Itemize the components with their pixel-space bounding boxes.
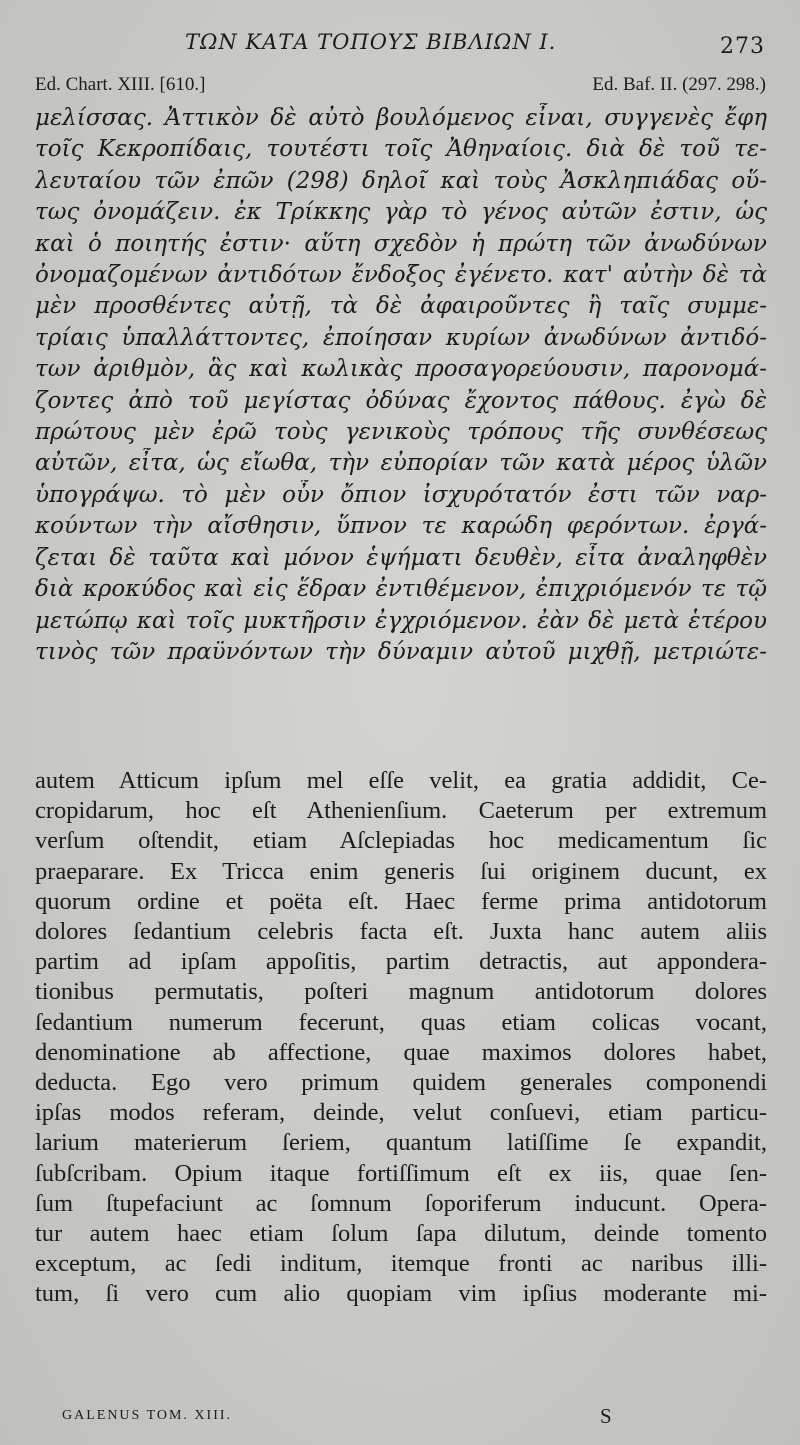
greek-text-line: πρώτους μὲν ἐρῶ τοὺς γενικοὺς τρόπους τῆς συνθέσεως — [35, 419, 767, 446]
greek-text-line: μελίσσας. Ἀττικὸν δὲ αὐτὸ βουλόμενος εἶναι, συγγενὲς ἔφη — [35, 105, 767, 131]
latin-text-line: deducta. Ego vero primum quidem generales componendi — [35, 1069, 767, 1097]
latin-text-line: autem Atticum ipſum mel eſſe velit, ea gratia addidit, Ce- — [35, 767, 767, 794]
latin-text-line: dolores ſedantium celebris facta eſt. Juxta hanc autem aliis — [35, 918, 767, 946]
greek-text-line: τινὸς τῶν πραϋνόντων τὴν δύναμιν αὐτοῦ μιχθῇ, μετριώτε- — [35, 638, 767, 665]
edition-chart-reference: Ed. Chart. XIII. [610.] — [35, 74, 206, 95]
latin-text-line: tum, ſi vero cum alio quopiam vim ipſius moderante mi- — [35, 1280, 767, 1308]
greek-text-line: μετώπῳ καὶ τοῖς μυκτῆρσιν ἐγχριόμενον. ἐὰν δὲ μετὰ ἑτέρου — [35, 607, 767, 634]
latin-text-line: larium materierum ſeriem, quantum latiſſime ſe expandit, — [35, 1129, 767, 1157]
latin-text-line: cropidarum, hoc eſt Athenienſium. Caeterum per extremum — [35, 797, 767, 825]
greek-text-line: μὲν προσθέντες αὐτῇ, τὰ δὲ ἀφαιροῦντες ἢ ταῖς συμμε- — [35, 293, 767, 320]
edition-references — [35, 74, 766, 96]
latin-text-line: tionibus permutatis, poſteri magnum antidotorum dolores — [35, 978, 767, 1006]
greek-text-line: ὑπογράψω. τὸ μὲν οὖν ὄπιον ἰσχυρότατόν ἐστι τῶν ναρ- — [35, 481, 767, 508]
greek-text-line: τως ὀνομάζειν. ἐκ Τρίκκης γὰρ τὸ γένος αὐτῶν ἐστιν, ὡς — [35, 199, 767, 226]
latin-text-line: ſubſcribam. Opium itaque fortiſſimum eſt ex iis, quae ſen- — [35, 1159, 767, 1187]
page-number: 273 — [720, 34, 765, 59]
signature-label: GALENUS TOM. XIII. — [62, 1408, 233, 1423]
greek-text-line: των ἀριθμὸν, ἃς καὶ κωλικὰς προσαγορεύουσιν, παρονομά- — [35, 356, 767, 383]
greek-text-block — [35, 103, 767, 668]
greek-text-line: τοῖς Κεκροπίδαις, τουτέστι τοῖς Ἀθηναίοις. διὰ δὲ τοῦ τε- — [35, 136, 767, 163]
edition-basel-reference: Ed. Baf. II. (297. 298.) — [592, 74, 766, 95]
latin-text-line: exceptum, ac ſedi inditum, itemque fronti ac naribus illi- — [35, 1250, 767, 1278]
latin-text-block — [35, 766, 767, 1310]
latin-text-line: partim ad ipſam appoſitis, partim detractis, aut appondera- — [35, 948, 767, 976]
signature-mark: S — [600, 1404, 612, 1428]
latin-text-line: verſum oſtendit, etiam Aſclepiadas hoc medicamentum ſic — [35, 827, 767, 855]
greek-text-line: τρίαις ὑπαλλάττοντες, ἐποίησαν κυρίων ἀνωδύνων ἀντιδό- — [35, 324, 767, 351]
latin-text-line: praeparare. Ex Tricca enim generis ſui originem ducunt, ex — [35, 857, 767, 885]
greek-text-line: κούντων τὴν αἴσθησιν, ὕπνον τε καρώδη φερόντων. ἐργά- — [35, 513, 767, 540]
running-head — [0, 30, 800, 60]
latin-text-line: denominatione ab affectione, quae maximos dolores habet, — [35, 1038, 767, 1066]
running-title: ΤΩΝ ΚΑΤΑ ΤΟΠΟΥΣ ΒΙΒΛΙΩΝ Ι. — [185, 30, 557, 54]
latin-text-line: ſum ſtupefaciunt ac ſomnum ſoporiferum inducunt. Opera- — [35, 1189, 767, 1217]
greek-text-line: καὶ ὁ ποιητής ἐστιν· αὕτη σχεδὸν ἡ πρώτη τῶν ἀνωδύνων — [35, 230, 767, 257]
greek-text-line: λευταίου τῶν ἐπῶν (298) δηλοῖ καὶ τοὺς Ἀσκληπιάδας οὕ- — [35, 167, 767, 194]
greek-text-line: ζοντες ἀπὸ τοῦ μεγίστας ὀδύνας ἔχοντος πάθους. ἐγὼ δὲ — [35, 387, 767, 414]
latin-text-line: quorum ordine et poëta eſt. Haec ferme prima antidotorum — [35, 887, 767, 915]
latin-text-line: ipſas modos referam, deinde, velut conſuevi, etiam particu- — [35, 1099, 767, 1127]
page-footer — [0, 1404, 800, 1434]
greek-text-line: αὐτῶν, εἶτα, ὡς εἴωθα, τὴν εὐπορίαν τῶν κατὰ μέρος ὑλῶν — [35, 450, 767, 477]
latin-text-line: ſedantium numerum fecerunt, quas etiam colicas vocant, — [35, 1008, 767, 1036]
greek-text-line: ὀνομαζομένων ἀντιδότων ἔνδοξος ἐγένετο. κατ' αὐτὴν δὲ τὰ — [35, 262, 767, 289]
greek-text-line: ζεται δὲ ταῦτα καὶ μόνον ἑψήματι δευθὲν, εἶτα ἀναληφθὲν — [35, 544, 767, 571]
greek-text-line: διὰ κροκύδος καὶ εἰς ἕδραν ἐντιθέμενον, ἐπιχριόμενόν τε τῷ — [35, 576, 767, 603]
latin-text-line: tur autem haec etiam ſolum ſapa dilutum, deinde tomento — [35, 1220, 767, 1248]
